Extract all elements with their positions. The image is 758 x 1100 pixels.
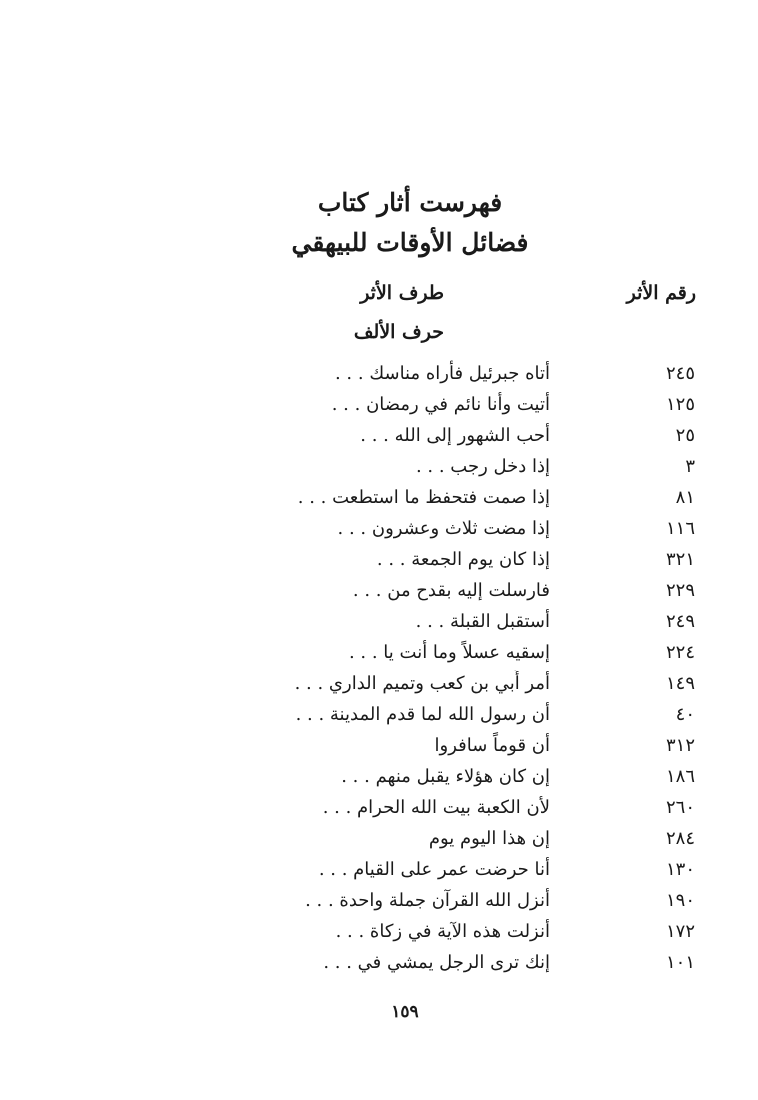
index-entry [0, 484, 758, 515]
entry-number: ٢٢٤ [665, 642, 695, 663]
index-entry [0, 701, 758, 732]
index-entry [0, 515, 758, 546]
entry-text: إنك ترى الرجل يمشي في . . . [323, 952, 550, 973]
entry-text: أن قوماً سافروا [434, 735, 550, 756]
entry-number: ٢٥ [675, 425, 695, 446]
entry-text: إذا دخل رجب . . . [415, 456, 550, 477]
entry-number: ١٤٩ [665, 673, 695, 694]
entry-number: ١٠١ [665, 952, 695, 973]
entry-number: ٢٦٠ [665, 797, 695, 818]
index-entry [0, 577, 758, 608]
page-number: ١٥٩ [391, 1002, 419, 1022]
entry-number: ١٩٠ [665, 890, 695, 911]
entry-number: ١١٦ [665, 518, 695, 539]
entry-text: أستقبل القبلة . . . [415, 611, 550, 632]
entry-number: ٣١٢ [665, 735, 695, 756]
entry-number: ١٧٢ [665, 921, 695, 942]
index-entry [0, 763, 758, 794]
entry-number: ٢٤٥ [665, 363, 695, 384]
index-entry [0, 608, 758, 639]
column-header-number: رقم الأثر [626, 282, 696, 304]
entry-number: ٣ [685, 456, 695, 477]
entry-number: ٢٢٩ [665, 580, 695, 601]
index-entry [0, 825, 758, 856]
entry-text: أتيت وأنا نائم في رمضان . . . [331, 394, 550, 415]
entry-number: ٣٢١ [665, 549, 695, 570]
entry-text: إذا مضت ثلاث وعشرون . . . [337, 518, 550, 539]
index-entry [0, 949, 758, 980]
entry-number: ١٨٦ [665, 766, 695, 787]
index-entry [0, 360, 758, 391]
entry-text: أمر أُبي بن كعب وتميم الداري . . . [294, 673, 550, 694]
entry-text: أنزل الله القرآن جملة واحدة . . . [305, 890, 550, 911]
entry-text: إسقيه عسلاً وما أنت يا . . . [348, 642, 550, 663]
entry-text: إن هذا اليوم يوم [428, 828, 550, 849]
index-entry [0, 918, 758, 949]
entry-text: أحب الشهور إلى الله . . . [360, 425, 550, 446]
entry-number: ١٣٠ [665, 859, 695, 880]
entry-text: لأن الكعبة بيت الله الحرام . . . [322, 797, 550, 818]
index-title-line-1: فهرست أثار كتاب [317, 188, 503, 217]
index-entry [0, 732, 758, 763]
section-heading: حرف الألف [353, 321, 444, 343]
entry-text: أنا حرضت عمر على القيام . . . [318, 859, 550, 880]
entry-text: إذا كان يوم الجمعة . . . [376, 549, 550, 570]
index-title-line-2: فضائل الأوقات للبيهقي [291, 228, 529, 257]
column-header-text: طرف الأثر [360, 282, 444, 304]
index-entry [0, 639, 758, 670]
entry-text: فارسلت إليه بقدح من . . . [352, 580, 550, 601]
entry-number: ١٢٥ [665, 394, 695, 415]
entry-number: ٢٤٩ [665, 611, 695, 632]
entry-text: أنزلت هذه الآية في زكاة . . . [335, 921, 550, 942]
entry-number: ٤٠ [675, 704, 695, 725]
index-entry [0, 422, 758, 453]
entry-text: إذا صمت فتحفظ ما استطعت . . . [297, 487, 550, 508]
entry-text: أتاه جبرئيل فأراه مناسك . . . [334, 363, 550, 384]
index-entry [0, 391, 758, 422]
index-entry [0, 887, 758, 918]
entry-number: ٨١ [675, 487, 695, 508]
index-entry [0, 453, 758, 484]
index-entries [0, 360, 758, 980]
entry-number: ٢٨٤ [665, 828, 695, 849]
index-entry [0, 856, 758, 887]
index-entry [0, 794, 758, 825]
entry-text: أن رسول الله لما قدم المدينة . . . [295, 704, 550, 725]
index-entry [0, 670, 758, 701]
entry-text: إن كان هؤلاء يقبل منهم . . . [341, 766, 550, 787]
index-entry [0, 546, 758, 577]
